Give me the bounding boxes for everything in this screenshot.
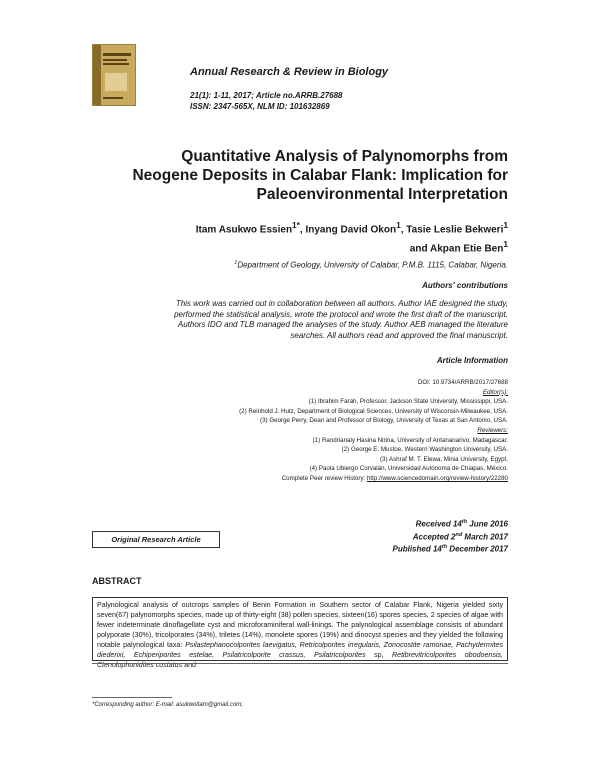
contributions-line: searches. All authors read and approved the final manuscript.: [290, 330, 508, 340]
author-name: Akpan Etie Ben: [430, 243, 504, 255]
abstract-text: Palynological analysis of outcrops samples of Benin Formation in Southern sector of Calabar Flank, Nigeria yielded sixty seven(67) palynomorphs species, made up of thirty-eight (38) pollen species, sixteen(16) spores species, 2 species of algae with fewer indeterminate dinoflagellate cyst and microforaminiferal wall-linings. The palynological assemblage consists of abundant polyporate (30%), tricolporates (34%), triletes (14%), monolete spores (19%) and dinocyst species and they yielded the following notable palynological taxa:: [97, 601, 503, 649]
reviewer-entry: (4) Paola Ubiergo Corvalán, Universidad Autónoma de Chiapas, México.: [309, 465, 508, 473]
editor-entry: (1) Ibrahim Farah, Professor, Jackson State University, Mississippi, USA.: [308, 398, 508, 406]
review-history: [88, 474, 508, 484]
review-history-link[interactable]: http://www.sciencedomain.org/review-history/22280: [366, 474, 508, 482]
author-affiliation-mark: 1*: [292, 220, 300, 230]
abstract-text: sp,: [365, 651, 393, 659]
published-date: Published 14th December 2017: [392, 544, 508, 554]
author-list: Itam Asukwo Essien$^{1*}$, Inyang David Okon$^1$, Tasie Leslie Bekweri$^1$ and Akpan Etie Ben$^1$: [195, 220, 508, 255]
author-conjunction: and: [409, 243, 428, 255]
accepted-date: Accepted 2nd March 2017: [412, 531, 508, 542]
journal-cover-thumbnail: [92, 44, 136, 106]
affiliation-mark: 1: [234, 260, 238, 266]
contributions-line: Authors IDO and TLB managed the analyses of the study. Author AEB managed the literature: [177, 320, 508, 329]
affiliation-text: Department of Geology, University of Calabar, P.M.B. 1115, Calabar, Nigeria.: [237, 260, 508, 270]
contributions-line: performed the statistical analysis, wrote the protocol and wrote the first draft of the manuscript.: [174, 309, 508, 319]
abstract-taxa: Psilastephanocolporites laevigatus, Retricolporites irregularis, Zonocostite ramonae, Pachydermites diederixi, Echiperiporites estelae, Psilatricolporite crassus, Psilatricolporites: [97, 641, 503, 659]
paper-title: [88, 147, 508, 204]
contributions-text: [88, 299, 508, 341]
reviewer-entry: (1) Randrianaly Hasina Nirina, University of Antananarivo, Madagascar.: [312, 436, 508, 444]
editor-entry: (3) George Perry, Dean and Professor of Biology, University of Texas at San Antonio, USA.: [260, 417, 508, 425]
received-date: Received 14th June 2016: [415, 519, 508, 529]
title-line: Paleoenvironmental Interpretation: [256, 186, 508, 203]
article-info: [88, 378, 508, 484]
author-name: Inyang David Okon: [305, 224, 397, 236]
journal-name: Annual Research & Review in Biology: [190, 66, 389, 78]
author-affiliation-mark: 1: [396, 220, 401, 230]
doi: DOI: 10.9734/ARRB/2017/27688: [417, 379, 508, 386]
contributions-line: This work was carried out in collaboration between all authors. Author IAE designed the study,: [175, 299, 508, 308]
review-history-label: Complete Peer review History:: [281, 474, 367, 482]
title-line: Neogene Deposits in Calabar Flank: Implication for: [132, 167, 508, 184]
article-info-heading: Article Information: [436, 356, 508, 365]
author-affiliation-mark: 1: [503, 220, 508, 230]
abstract-heading: ABSTRACT: [92, 576, 142, 586]
reviewer-entry: (3) Ashraf M. T. Elewa, Minia University, Egypt.: [379, 455, 508, 463]
contributions-heading: Authors' contributions: [422, 281, 508, 290]
author-name: Itam Asukwo Essien: [195, 224, 293, 236]
page-divider: [92, 663, 508, 664]
journal-volume-info: [190, 90, 343, 112]
publication-dates: [393, 517, 509, 555]
affiliation: [234, 260, 508, 270]
article-type-badge: Original Research Article: [92, 531, 220, 548]
author-name: Tasie Leslie Bekweri: [406, 224, 504, 236]
reviewer-entry: (2) George E. Mustoe, Western Washington University, USA.: [341, 446, 508, 454]
abstract-taxa: Retibrevitricolporites obodoensis, Ctenolophonidites costatus: [97, 651, 503, 669]
editors-label: Editor(s):: [482, 388, 508, 396]
author-affiliation-mark: 1: [503, 239, 508, 250]
reviewers-label: Reviewers:: [477, 426, 508, 434]
volume-line: 21(1): 1-11, 2017; Article no.ARRB.27688: [190, 91, 343, 100]
title-line: Quantitative Analysis of Palynomorphs from: [181, 148, 508, 165]
editor-entry: (2) Reinhold J. Hutz, Department of Biological Sciences, University of Wisconsin-Milwaukee, USA.: [239, 407, 508, 415]
issn-line: ISSN: 2347-565X, NLM ID: 101632869: [190, 102, 330, 111]
abstract-body: [92, 597, 508, 669]
corresponding-author-footnote: *Corresponding author: E-mail: asukwoitam@gmail.com;: [92, 702, 243, 708]
abstract-text: and: [182, 661, 196, 669]
footnote-divider: [92, 697, 172, 698]
